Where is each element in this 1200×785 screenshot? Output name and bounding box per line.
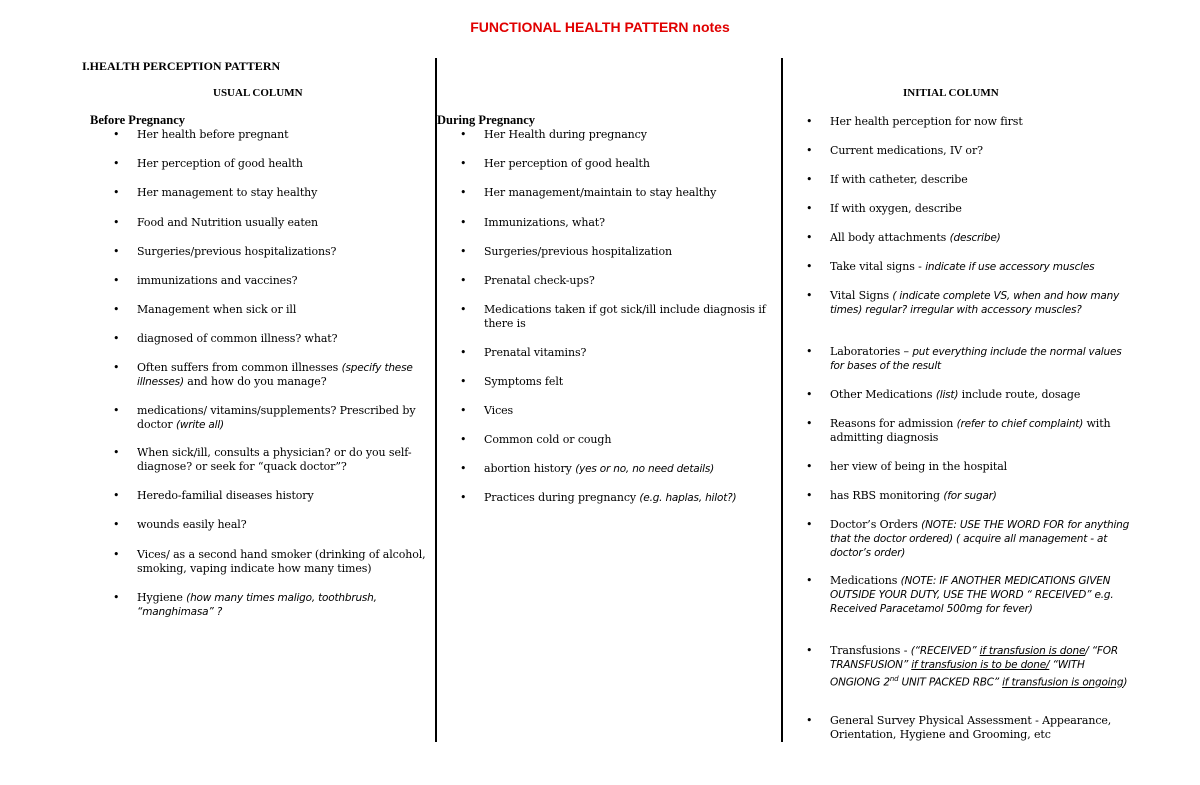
item-text: General Survey Physical Assessment - Appearance, Orientation, Hygiene and Grooming, etc: [830, 714, 1112, 741]
item-text: When sick/ill, consults a physician? or do you self-diagnose? or seek for “quack doctor”?: [137, 446, 412, 473]
item-text: Medications taken if got sick/ill include diagnosis if there is: [484, 303, 766, 330]
item-text-part: Reasons for admission: [830, 417, 957, 430]
list-item: • General Survey Physical Assessment - Appearance, Orientation, Hygiene and Grooming, etc: [830, 714, 1130, 742]
item-note: (write all): [175, 419, 224, 431]
list-item: • Other Medications (list) include route, dosage: [830, 388, 1130, 402]
item-text: [830, 289, 1130, 317]
initial-column-heading: INITIAL COLUMN: [903, 87, 999, 99]
item-note: indicate if use accessory muscles: [925, 261, 1095, 273]
item-text: Common cold or cough: [484, 433, 612, 446]
list-item: • Heredo-familial diseases history: [137, 489, 437, 503]
list-item: • has RBS monitoring (for sugar): [830, 489, 1130, 503]
list-item: • Vices/ as a second hand smoker (drinking of alcohol, smoking, vaping indicate how many times): [137, 548, 437, 576]
item-text: [830, 260, 1130, 274]
item-note-underlined: if transfusion is done: [979, 645, 1086, 657]
item-text: Heredo-familial diseases history: [137, 489, 314, 502]
list-item: • her view of being in the hospital: [830, 460, 1130, 474]
section-title: I.HEALTH PERCEPTION PATTERN: [82, 59, 281, 73]
item-text: If with oxygen, describe: [830, 202, 962, 215]
list-item: • Management when sick or ill: [137, 303, 437, 317]
list-item: • Prenatal vitamins?: [484, 346, 782, 360]
item-note-superscript: nd: [889, 675, 899, 683]
item-note: (NOTE: IF ANOTHER MEDICATIONS GIVEN OUTSIDE YOUR DUTY, USE THE WORD “ RECEIVED” e.g. Received Paracetamol 500mg for fever): [830, 575, 1114, 615]
item-note: (describe): [949, 232, 1001, 244]
item-note: (list): [935, 389, 959, 401]
item-text-part: abortion history: [484, 462, 576, 475]
item-text: her view of being in the hospital: [830, 460, 1008, 473]
item-text: [137, 404, 437, 432]
item-text-part: and how do you manage?: [183, 375, 327, 388]
item-text: Surgeries/previous hospitalization: [484, 245, 672, 258]
item-text: immunizations and vaccines?: [137, 274, 298, 287]
item-text: [830, 231, 1130, 245]
list-item: • If with catheter, describe: [830, 173, 1130, 187]
item-text: Immunizations, what?: [484, 216, 605, 229]
item-text-part: Hygiene: [137, 591, 187, 604]
item-text: [830, 417, 1130, 445]
list-item: • Current medications, IV or?: [830, 144, 1130, 158]
item-text: Prenatal check-ups?: [484, 274, 595, 287]
item-text: Her management/maintain to stay healthy: [484, 186, 717, 199]
list-item: • diagnosed of common illness? what?: [137, 332, 437, 346]
item-text: Symptoms felt: [484, 375, 564, 388]
list-item: • abortion history (yes or no, no need details): [484, 462, 782, 476]
item-note: ( indicate complete VS, when and how many times) regular? irregular with accessory muscles?: [830, 290, 1120, 316]
list-item: • wounds easily heal?: [137, 518, 437, 532]
list-item: • Her health before pregnant: [137, 128, 437, 142]
item-text: Her management to stay healthy: [137, 186, 318, 199]
item-note: “WITH ONGIONG 2: [830, 659, 1085, 689]
item-text-part: with admitting diagnosis: [830, 417, 1111, 444]
list-item: • Food and Nutrition usually eaten: [137, 216, 437, 230]
item-text-part: All body attachments: [830, 231, 950, 244]
list-item: • Prenatal check-ups?: [484, 274, 782, 288]
list-item: • Medications (NOTE: IF ANOTHER MEDICATIONS GIVEN OUTSIDE YOUR DUTY, USE THE WORD “ RECEIVED” e.g. Received Paracetamol 500mg for fever): [830, 574, 1130, 616]
item-note-underlined: if transfusion is ongoing: [1002, 676, 1124, 689]
list-item: • Her health perception for now first: [830, 115, 1130, 129]
list-item: • Hygiene (how many times maligo, toothbrush, “manghimasa” ?: [137, 591, 437, 619]
list-item: • Reasons for admission (refer to chief complaint) with admitting diagnosis: [830, 417, 1130, 445]
list-item: • Her perception of good health: [137, 157, 437, 171]
item-text-part: has RBS monitoring: [830, 489, 944, 502]
item-note: UNIT PACKED RBC”: [898, 676, 1003, 689]
list-item: • Symptoms felt: [484, 375, 782, 389]
item-text: Vices: [484, 404, 514, 417]
item-text: [806, 518, 1130, 560]
item-text: If with catheter, describe: [830, 173, 968, 186]
page-title: FUNCTIONAL HEALTH PATTERN notes: [470, 19, 730, 35]
item-text-part: Medications: [830, 574, 901, 587]
list-item: • Transfusions - (“RECEIVED” if transfusion is done/ “FOR TRANSFUSION” if transfusion is to be done/ “WITH ONGIONG 2nd UNIT PACKED RBC” if transfusion is ongoing): [830, 644, 1130, 690]
item-text: diagnosed of common illness? what?: [137, 332, 338, 345]
item-text: [484, 462, 782, 476]
item-text: Her health perception for now first: [830, 115, 1023, 128]
list-item: • Laboratories – put everything include the normal values for bases of the result: [830, 345, 1130, 373]
item-text: Her health before pregnant: [137, 128, 289, 141]
list-item: • Surgeries/previous hospitalizations?: [137, 245, 437, 259]
item-text: Current medications, IV or?: [830, 144, 983, 157]
list-item: • Vital Signs ( indicate complete VS, when and how many times) regular? irregular with accessory muscles?: [830, 289, 1130, 317]
usual-column-heading: USUAL COLUMN: [213, 87, 303, 99]
item-text: Prenatal vitamins?: [484, 346, 587, 359]
item-text: [830, 388, 1130, 402]
list-item: • Immunizations, what?: [484, 216, 782, 230]
item-note: (NOTE: USE THE WORD FOR for anything that the doctor ordered) ( acquire all management - at doctor’s order): [830, 519, 1130, 559]
item-note: (refer to chief complaint): [956, 418, 1084, 430]
item-text-part: medications/ vitamins/supplements? Prescribed by doctor: [137, 404, 416, 431]
item-note-underlined: if transfusion is to be done/: [911, 659, 1050, 671]
item-text-part: Practices during pregnancy: [484, 491, 640, 504]
list-item: • Surgeries/previous hospitalization: [484, 245, 782, 259]
item-text: [137, 361, 437, 389]
before-pregnancy-heading: Before Pregnancy: [90, 113, 186, 127]
list-item: • Take vital signs - indicate if use accessory muscles: [830, 260, 1130, 274]
item-note: (how many times maligo, toothbrush, “manghimasa” ?: [137, 592, 377, 618]
item-text-part: Transfusions -: [830, 644, 911, 657]
item-text: [830, 574, 1130, 616]
list-item: • Doctor’s Orders (NOTE: USE THE WORD FOR for anything that the doctor ordered) ( acquire all management - at doctor’s order): [806, 518, 1130, 559]
item-text-part: Take vital signs -: [830, 260, 926, 273]
item-text: Food and Nutrition usually eaten: [137, 216, 319, 229]
item-text: Her perception of good health: [484, 157, 650, 170]
item-note: (e.g. haplas, hilot?): [639, 492, 737, 504]
item-text: [830, 489, 1130, 503]
item-text: [830, 345, 1130, 373]
list-item: • Often suffers from common illnesses (specify these illnesses) and how do you manage?: [137, 361, 437, 389]
item-text: [137, 591, 437, 619]
item-text: [830, 644, 1130, 690]
item-text: Surgeries/previous hospitalizations?: [137, 245, 337, 258]
list-item: • Her management/maintain to stay healthy: [484, 186, 782, 200]
item-note: ): [1123, 676, 1128, 689]
item-text: wounds easily heal?: [137, 518, 247, 531]
during-pregnancy-heading: During Pregnancy: [437, 113, 536, 127]
item-text-part: Often suffers from common illnesses: [137, 361, 342, 374]
list-item: • Her Health during pregnancy: [484, 128, 782, 142]
item-text-part: Laboratories –: [830, 345, 913, 358]
list-item: • All body attachments (describe): [830, 231, 1130, 245]
item-note: put everything include the normal values for bases of the result: [830, 346, 1122, 372]
list-item: • immunizations and vaccines?: [137, 274, 437, 288]
list-item: • Her perception of good health: [484, 157, 782, 171]
item-text: [484, 491, 782, 505]
list-item: • Common cold or cough: [484, 433, 782, 447]
item-note: (for sugar): [943, 490, 997, 502]
list-item: • When sick/ill, consults a physician? or do you self-diagnose? or seek for “quack doctor”?: [137, 446, 437, 474]
item-text: Vices/ as a second hand smoker (drinking of alcohol, smoking, vaping indicate how many times): [137, 548, 426, 575]
item-note: (“RECEIVED”: [910, 645, 980, 657]
item-text: Her Health during pregnancy: [484, 128, 647, 141]
list-item: • Practices during pregnancy (e.g. haplas, hilot?): [484, 491, 782, 505]
item-text: Her perception of good health: [137, 157, 303, 170]
list-item: • If with oxygen, describe: [830, 202, 1130, 216]
item-note: / “FOR TRANSFUSION”: [830, 645, 1118, 671]
list-item: • Vices: [484, 404, 782, 418]
item-text-part: Other Medications: [830, 388, 936, 401]
list-item: • Medications taken if got sick/ill include diagnosis if there is: [484, 303, 782, 331]
list-item: • medications/ vitamins/supplements? Prescribed by doctor (write all): [137, 404, 437, 432]
list-item: • Her management to stay healthy: [137, 186, 437, 200]
item-note: (specify these illnesses): [137, 362, 413, 388]
item-text-part: Doctor’s Orders: [830, 518, 922, 531]
item-text-part: include route, dosage: [958, 388, 1081, 401]
item-text: Management when sick or ill: [137, 303, 297, 316]
item-note: (yes or no, no need details): [575, 463, 715, 475]
item-text-part: Vital Signs: [830, 289, 893, 302]
